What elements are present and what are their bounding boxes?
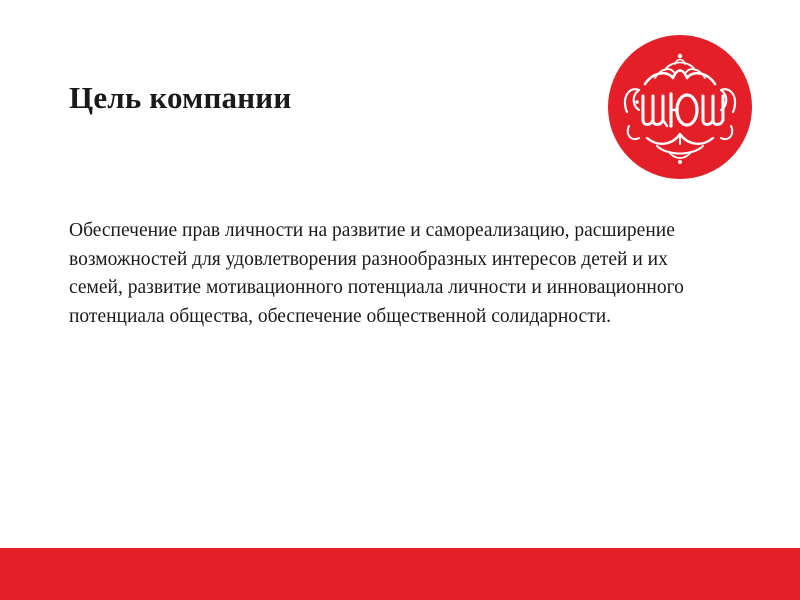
slide-body-text: Обеспечение прав личности на развитие и самореализацию, расширение возможностей для удовлетворения разнообразных интересов детей и их семей, развитие мотивационного потенциала личности и инновационного потенциала общества, обеспечение общественной солидарности.: [69, 220, 684, 328]
slide-title: Цель компании: [69, 80, 292, 115]
emblem-logo: [607, 34, 753, 180]
footer-bar: [0, 548, 800, 600]
